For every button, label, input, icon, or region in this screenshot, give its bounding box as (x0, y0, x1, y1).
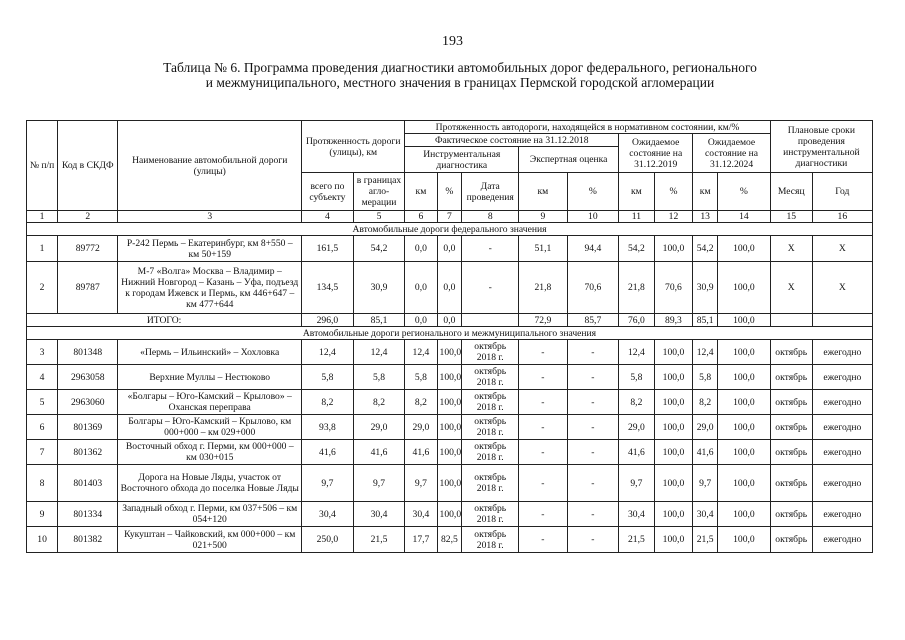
table-row (27, 236, 873, 262)
row-2019-km: 12,4 (619, 340, 654, 365)
row-instr-km: 0,0 (405, 262, 437, 314)
row-expert-km: - (519, 390, 567, 415)
header-pct: % (718, 173, 771, 211)
total-cell: 89,3 (654, 314, 693, 327)
table-header (27, 121, 873, 223)
row-diag-date: октябрь 2018 г. (462, 340, 519, 365)
header-code: Код в СКДФ (58, 121, 118, 211)
row-plan-month: Х (770, 262, 812, 314)
row-expert-pct: 70,6 (567, 262, 619, 314)
column-numbers-row (27, 211, 873, 223)
row-instr-km: 5,8 (405, 365, 437, 390)
header-year: Год (812, 173, 872, 211)
row-2019-km: 21,8 (619, 262, 654, 314)
row-expert-km: - (519, 440, 567, 465)
row-instr-km: 29,0 (405, 415, 437, 440)
row-number: 5 (27, 390, 58, 415)
row-code: 89772 (58, 236, 118, 262)
row-length-agglo: 41,6 (353, 440, 405, 465)
title-line-1: Таблица № 6. Программа проведения диагностики автомобильных дорог федерального, регионального (163, 60, 757, 75)
row-length-total: 250,0 (302, 527, 354, 553)
row-number: 3 (27, 340, 58, 365)
row-expert-km: - (519, 502, 567, 527)
row-expert-pct: - (567, 365, 619, 390)
row-expert-pct: 94,4 (567, 236, 619, 262)
row-length-total: 8,2 (302, 390, 354, 415)
federal-rows (27, 236, 873, 314)
row-expert-pct: - (567, 502, 619, 527)
row-diag-date: октябрь 2018 г. (462, 390, 519, 415)
total-cell: 72,9 (519, 314, 567, 327)
table-row (27, 440, 873, 465)
row-diag-date: октябрь 2018 г. (462, 502, 519, 527)
federal-section (27, 223, 873, 236)
row-2024-pct: 100,0 (718, 502, 771, 527)
row-length-total: 93,8 (302, 415, 354, 440)
row-length-total: 5,8 (302, 365, 354, 390)
col-number: 5 (353, 211, 405, 223)
row-diag-date: - (462, 236, 519, 262)
col-number: 9 (519, 211, 567, 223)
header-km: км (693, 173, 718, 211)
col-number: 1 (27, 211, 58, 223)
row-2019-pct: 100,0 (654, 465, 693, 502)
row-instr-km: 12,4 (405, 340, 437, 365)
total-cell: 85,1 (353, 314, 405, 327)
row-expert-km: 21,8 (519, 262, 567, 314)
row-code: 801348 (58, 340, 118, 365)
header-date: Дата проведения (462, 173, 519, 211)
header-expected-2024: Ожидаемое состояние на 31.12.2024 (693, 134, 770, 173)
row-2019-km: 41,6 (619, 440, 654, 465)
row-plan-year: ежегодно (812, 365, 872, 390)
row-2024-km: 21,5 (693, 527, 718, 553)
row-code: 89787 (58, 262, 118, 314)
row-2024-pct: 100,0 (718, 340, 771, 365)
row-plan-month: октябрь (770, 340, 812, 365)
row-2024-km: 5,8 (693, 365, 718, 390)
row-2019-km: 9,7 (619, 465, 654, 502)
row-plan-month: октябрь (770, 465, 812, 502)
row-length-agglo: 8,2 (353, 390, 405, 415)
row-2019-km: 8,2 (619, 390, 654, 415)
row-length-agglo: 9,7 (353, 465, 405, 502)
header-length: Протяженность дороги (улицы), км (302, 121, 405, 173)
row-road-name: Западный обход г. Перми, км 037+506 – км 054+120 (118, 502, 302, 527)
total-section (27, 314, 873, 340)
row-instr-km: 9,7 (405, 465, 437, 502)
row-road-name: Верхние Муллы – Нестюково (118, 365, 302, 390)
header-pct: % (567, 173, 619, 211)
row-length-total: 41,6 (302, 440, 354, 465)
document-title (60, 60, 860, 90)
table-row (27, 390, 873, 415)
row-2019-pct: 100,0 (654, 390, 693, 415)
row-code: 801334 (58, 502, 118, 527)
col-number: 15 (770, 211, 812, 223)
row-length-agglo: 29,0 (353, 415, 405, 440)
row-2019-pct: 100,0 (654, 527, 693, 553)
row-plan-year: ежегодно (812, 415, 872, 440)
table-row (27, 465, 873, 502)
row-2024-pct: 100,0 (718, 236, 771, 262)
row-expert-km: - (519, 340, 567, 365)
row-code: 801369 (58, 415, 118, 440)
row-length-agglo: 21,5 (353, 527, 405, 553)
row-diag-date: - (462, 262, 519, 314)
row-diag-date: октябрь 2018 г. (462, 527, 519, 553)
row-expert-km: - (519, 415, 567, 440)
row-diag-date: октябрь 2018 г. (462, 465, 519, 502)
col-number: 7 (437, 211, 462, 223)
row-instr-km: 0,0 (405, 236, 437, 262)
row-instr-pct: 0,0 (437, 262, 462, 314)
col-number: 14 (718, 211, 771, 223)
header-total-subject: всего по субъекту (302, 173, 354, 211)
header-road-name: Наименование автомобильной дороги (улицы) (118, 121, 302, 211)
row-expert-km: - (519, 365, 567, 390)
table-row (27, 365, 873, 390)
row-instr-pct: 100,0 (437, 415, 462, 440)
row-2024-pct: 100,0 (718, 527, 771, 553)
row-2024-pct: 100,0 (718, 262, 771, 314)
row-2024-km: 41,6 (693, 440, 718, 465)
row-road-name: «Пермь – Ильинский» – Хохловка (118, 340, 302, 365)
row-2019-km: 5,8 (619, 365, 654, 390)
section-heading-federal: Автомобильные дороги федерального значения (27, 223, 873, 236)
row-number: 4 (27, 365, 58, 390)
row-2024-pct: 100,0 (718, 390, 771, 415)
total-cell: 85,7 (567, 314, 619, 327)
row-instr-pct: 100,0 (437, 465, 462, 502)
header-pct: % (437, 173, 462, 211)
row-plan-year: ежегодно (812, 465, 872, 502)
row-code: 2963058 (58, 365, 118, 390)
row-code: 2963060 (58, 390, 118, 415)
row-number: 6 (27, 415, 58, 440)
col-number: 12 (654, 211, 693, 223)
row-2019-pct: 100,0 (654, 365, 693, 390)
row-length-agglo: 5,8 (353, 365, 405, 390)
row-2024-km: 9,7 (693, 465, 718, 502)
row-plan-year: Х (812, 236, 872, 262)
col-number: 3 (118, 211, 302, 223)
row-2019-km: 30,4 (619, 502, 654, 527)
row-plan-year: ежегодно (812, 502, 872, 527)
row-length-total: 12,4 (302, 340, 354, 365)
row-expert-pct: - (567, 390, 619, 415)
row-expert-km: - (519, 527, 567, 553)
header-km: км (405, 173, 437, 211)
row-diag-date: октябрь 2018 г. (462, 415, 519, 440)
header-km: км (519, 173, 567, 211)
row-2019-km: 29,0 (619, 415, 654, 440)
row-instr-pct: 82,5 (437, 527, 462, 553)
header-expert: Экспертная оценка (519, 147, 619, 173)
row-length-agglo: 30,9 (353, 262, 405, 314)
row-instr-km: 30,4 (405, 502, 437, 527)
col-number: 6 (405, 211, 437, 223)
row-expert-pct: - (567, 415, 619, 440)
row-2024-pct: 100,0 (718, 465, 771, 502)
regional-rows (27, 340, 873, 553)
row-number: 10 (27, 527, 58, 553)
row-2019-km: 54,2 (619, 236, 654, 262)
row-2019-pct: 100,0 (654, 502, 693, 527)
row-number: 7 (27, 440, 58, 465)
row-expert-pct: - (567, 465, 619, 502)
row-2024-km: 54,2 (693, 236, 718, 262)
table-row (27, 415, 873, 440)
row-length-agglo: 30,4 (353, 502, 405, 527)
row-expert-km: 51,1 (519, 236, 567, 262)
row-2024-km: 12,4 (693, 340, 718, 365)
row-plan-month: октябрь (770, 527, 812, 553)
row-plan-year: ежегодно (812, 440, 872, 465)
row-road-name: Р-242 Пермь – Екатеринбург, км 8+550 – км 50+159 (118, 236, 302, 262)
table-row (27, 527, 873, 553)
table-row (27, 262, 873, 314)
total-cell (462, 314, 519, 327)
row-road-name: М-7 «Волга» Москва – Владимир – Нижний Новгород – Казань – Уфа, подъезд к городам Ижевск и Пермь, км 446+647 – км 477+644 (118, 262, 302, 314)
row-length-total: 161,5 (302, 236, 354, 262)
row-2019-pct: 100,0 (654, 340, 693, 365)
total-cell: 0,0 (405, 314, 437, 327)
row-length-agglo: 54,2 (353, 236, 405, 262)
row-plan-month: октябрь (770, 440, 812, 465)
row-road-name: Восточный обход г. Перми, км 000+000 – км 030+015 (118, 440, 302, 465)
row-plan-year: Х (812, 262, 872, 314)
row-2024-pct: 100,0 (718, 365, 771, 390)
row-plan-month: Х (770, 236, 812, 262)
row-road-name: «Болгары – Юго-Камский – Крылово» – Оханская переправа (118, 390, 302, 415)
row-road-name: Кукуштан – Чайковский, км 000+000 – км 021+500 (118, 527, 302, 553)
row-expert-pct: - (567, 527, 619, 553)
row-number: 9 (27, 502, 58, 527)
row-instr-pct: 100,0 (437, 365, 462, 390)
section-heading-regional: Автомобильные дороги регионального и межмуниципального значения (27, 327, 873, 340)
row-expert-pct: - (567, 340, 619, 365)
row-instr-km: 8,2 (405, 390, 437, 415)
row-plan-year: ежегодно (812, 340, 872, 365)
total-cell (770, 314, 812, 327)
row-2024-pct: 100,0 (718, 440, 771, 465)
row-plan-month: октябрь (770, 390, 812, 415)
row-number: 8 (27, 465, 58, 502)
row-plan-month: октябрь (770, 415, 812, 440)
row-code: 801382 (58, 527, 118, 553)
total-row (27, 314, 873, 327)
row-code: 801403 (58, 465, 118, 502)
header-agglomeration: в границах агло-мерации (353, 173, 405, 211)
header-month: Месяц (770, 173, 812, 211)
col-number: 11 (619, 211, 654, 223)
row-length-total: 30,4 (302, 502, 354, 527)
row-length-total: 9,7 (302, 465, 354, 502)
row-plan-month: октябрь (770, 365, 812, 390)
row-road-name: Болгары – Юго-Камский – Крылово, км 000+000 – км 029+000 (118, 415, 302, 440)
total-cell: 296,0 (302, 314, 354, 327)
row-2024-km: 8,2 (693, 390, 718, 415)
col-number: 8 (462, 211, 519, 223)
total-label: ИТОГО: (27, 314, 302, 327)
row-instr-km: 17,7 (405, 527, 437, 553)
total-cell: 0,0 (437, 314, 462, 327)
col-number: 16 (812, 211, 872, 223)
row-instr-pct: 100,0 (437, 340, 462, 365)
row-instr-pct: 100,0 (437, 440, 462, 465)
row-plan-year: ежегодно (812, 527, 872, 553)
header-instrumental: Инструментальная диагностика (405, 147, 519, 173)
total-cell: 76,0 (619, 314, 654, 327)
row-2019-pct: 100,0 (654, 440, 693, 465)
row-2024-km: 30,4 (693, 502, 718, 527)
title-line-2: и межмуниципального, местного значения в границах Пермской городской агломерации (205, 75, 715, 90)
total-cell (812, 314, 872, 327)
col-number: 2 (58, 211, 118, 223)
header-planned-dates: Плановые сроки проведения инструментальной диагностики (770, 121, 872, 173)
row-2019-pct: 100,0 (654, 415, 693, 440)
row-plan-month: октябрь (770, 502, 812, 527)
col-number: 13 (693, 211, 718, 223)
row-2019-km: 21,5 (619, 527, 654, 553)
page-number: 193 (442, 34, 463, 49)
row-2024-km: 29,0 (693, 415, 718, 440)
col-number: 10 (567, 211, 619, 223)
row-code: 801362 (58, 440, 118, 465)
header-num: № п/п (27, 121, 58, 211)
row-expert-pct: - (567, 440, 619, 465)
row-2024-km: 30,9 (693, 262, 718, 314)
row-instr-pct: 0,0 (437, 236, 462, 262)
total-cell: 85,1 (693, 314, 718, 327)
row-diag-date: октябрь 2018 г. (462, 365, 519, 390)
row-2019-pct: 100,0 (654, 236, 693, 262)
table-row (27, 502, 873, 527)
table-row (27, 340, 873, 365)
row-road-name: Дорога на Новые Ляды, участок от Восточного обхода до поселка Новые Ляды (118, 465, 302, 502)
header-actual-state: Фактическое состояние на 31.12.2018 (405, 134, 619, 147)
row-number: 1 (27, 236, 58, 262)
row-number: 2 (27, 262, 58, 314)
row-2024-pct: 100,0 (718, 415, 771, 440)
row-instr-pct: 100,0 (437, 502, 462, 527)
col-number: 4 (302, 211, 354, 223)
row-length-total: 134,5 (302, 262, 354, 314)
header-expected-2019: Ожидаемое состояние на 31.12.2019 (619, 134, 693, 173)
header-pct: % (654, 173, 693, 211)
row-diag-date: октябрь 2018 г. (462, 440, 519, 465)
row-2019-pct: 70,6 (654, 262, 693, 314)
row-plan-year: ежегодно (812, 390, 872, 415)
row-expert-km: - (519, 465, 567, 502)
total-cell: 100,0 (718, 314, 771, 327)
diagnostics-table (26, 120, 873, 553)
header-normative-state: Протяженность автодороги, находящейся в нормативном состоянии, км/% (405, 121, 770, 134)
row-length-agglo: 12,4 (353, 340, 405, 365)
header-km: км (619, 173, 654, 211)
row-instr-pct: 100,0 (437, 390, 462, 415)
row-instr-km: 41,6 (405, 440, 437, 465)
